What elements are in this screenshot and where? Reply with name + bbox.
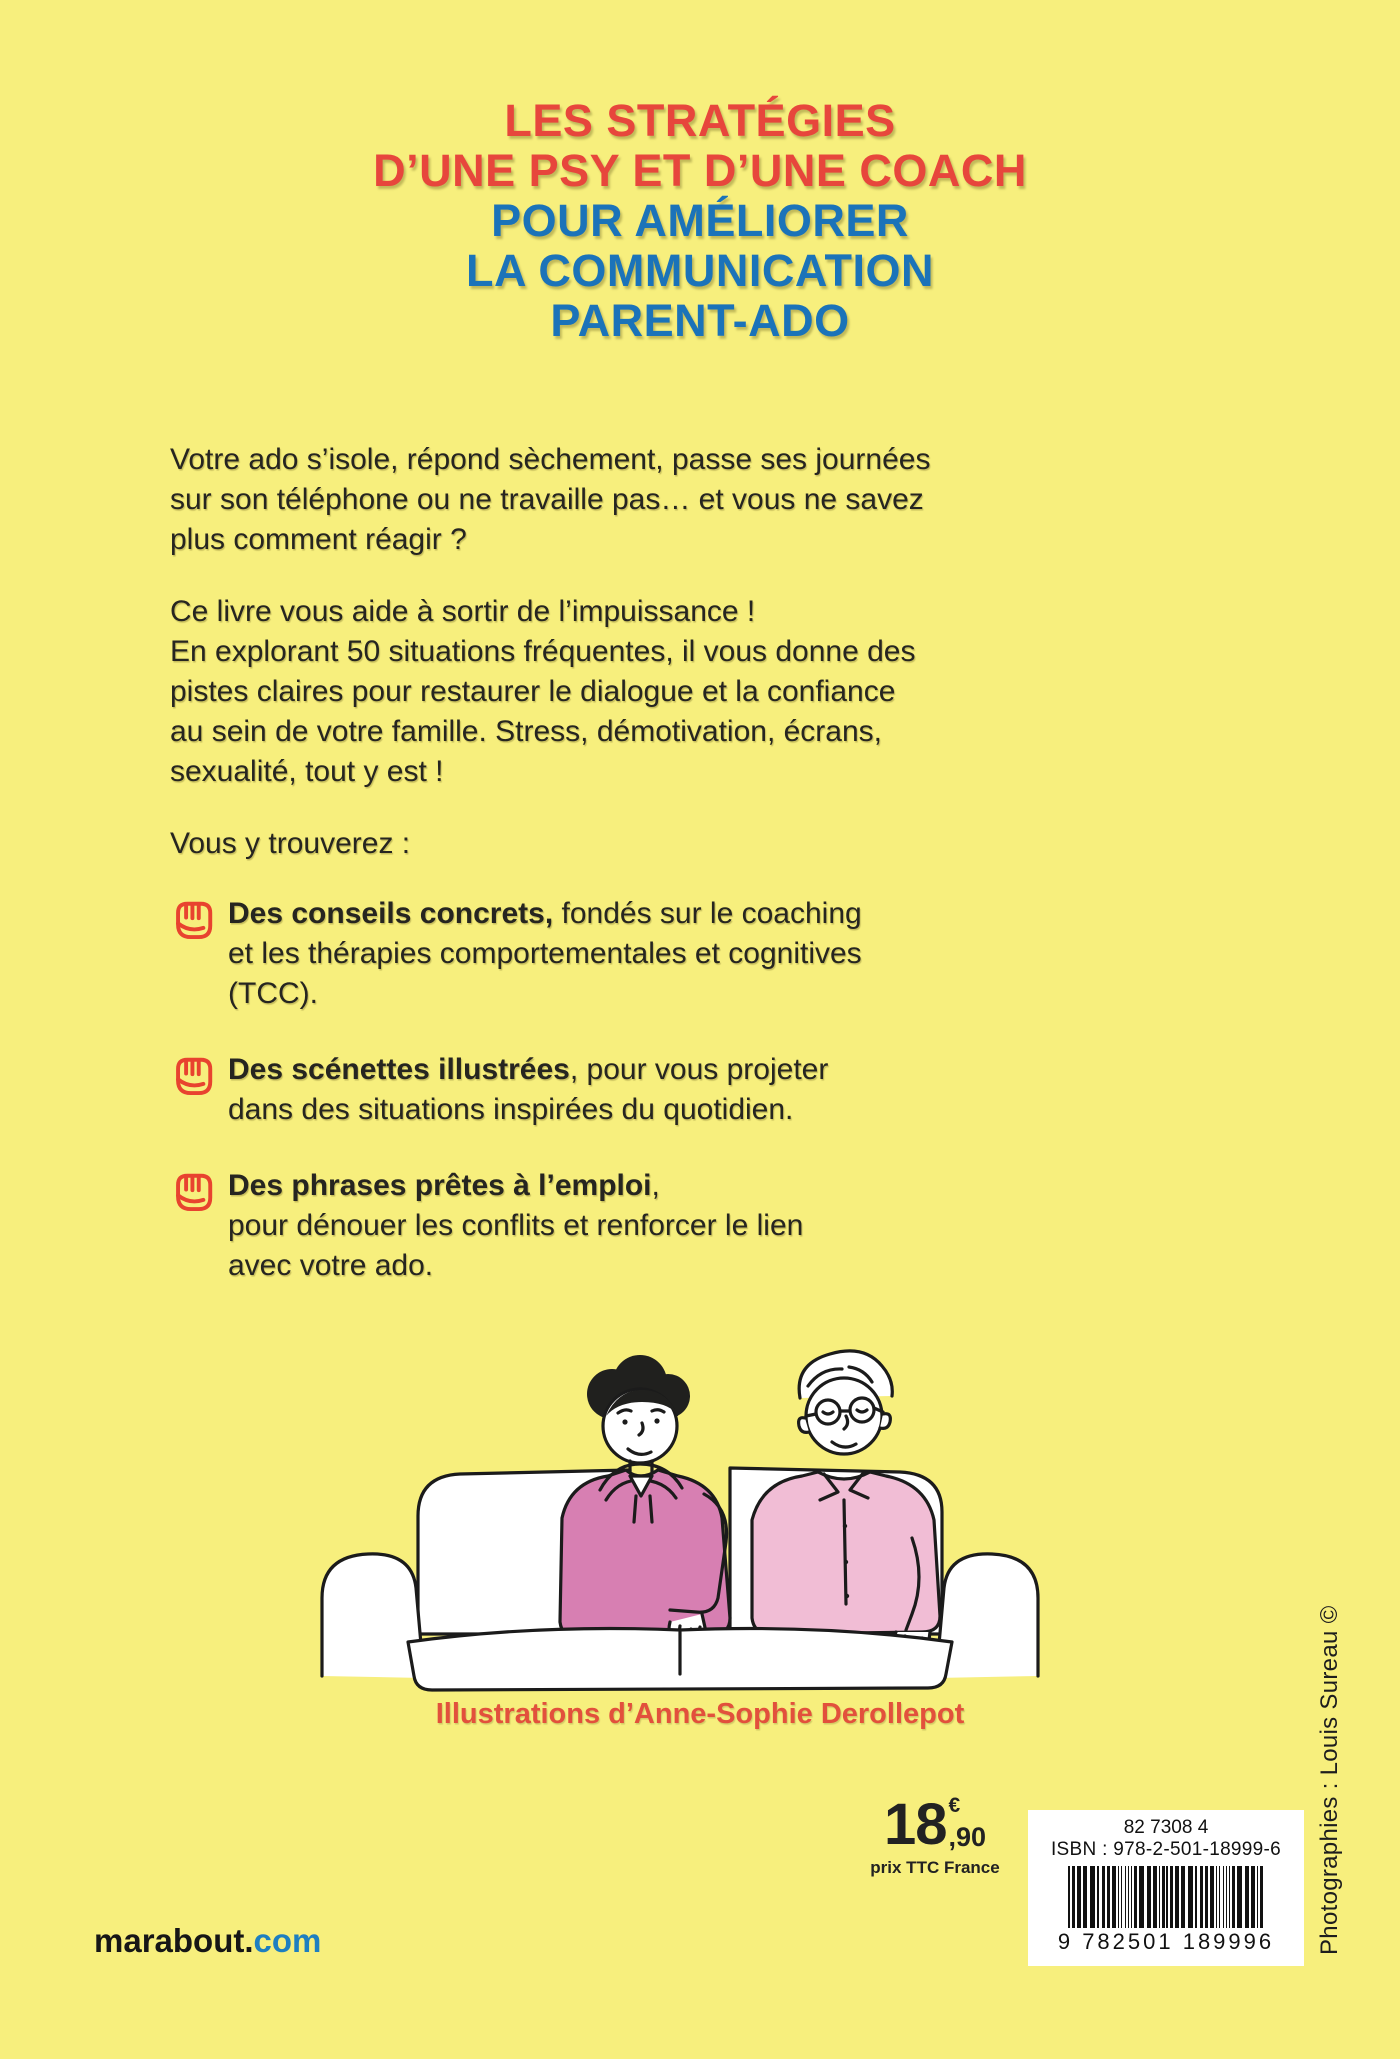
couch-illustration [300, 1300, 1060, 1700]
bullet-text: Des scénettes illustrées, pour vous projeter dans des situations inspirées du quotidien. [228, 1053, 829, 1126]
fist-icon [170, 1166, 216, 1286]
back-cover-copy [170, 440, 970, 1322]
site-black: marabout. [94, 1922, 254, 1959]
price-currency: € [948, 1794, 961, 1817]
list-intro: Vous y trouverez : [170, 827, 411, 860]
price-amount: 18 [883, 1792, 947, 1857]
price-note: prix TTC France [870, 1858, 1000, 1877]
site-blue: com [253, 1922, 322, 1959]
barcode-digits: 9 782501 189996 [1057, 1929, 1275, 1954]
isbn-text: ISBN : 978-2-501-18999-6 [1050, 1839, 1282, 1860]
publisher-website-link[interactable] [94, 1922, 321, 1960]
bullet-scenettes [170, 1050, 970, 1130]
headline [0, 96, 1400, 346]
headline-line-5: PARENT-ADO [550, 295, 850, 346]
headline-line-2: D’UNE PSY ET D’UNE COACH [373, 145, 1027, 196]
bullet-text: Des conseils concrets, fondés sur le coaching et les thérapies comportementales et cognitives (TCC). [228, 897, 862, 1010]
illustrator-credit: Illustrations d’Anne-Sophie Derollepot [435, 1698, 965, 1730]
headline-line-3: POUR AMÉLIORER [491, 195, 909, 246]
barcode-block [1028, 1810, 1304, 1966]
barcode-bars [1042, 1866, 1290, 1928]
bullet-text: Des phrases prêtes à l’emploi, pour dénouer les conflits et renforcer le lien avec votre ado. [228, 1169, 804, 1282]
bullet-phrases [170, 1166, 970, 1286]
paragraph-pitch: Ce livre vous aide à sortir de l’impuissance ! En explorant 50 situations fréquentes, il vous donne des pistes claires pour restaurer le dialogue et la confiance au sein de votre famille. Stress, démotivation, écrans, sexualité, tout y est ! [170, 595, 916, 788]
price-block [850, 1792, 1020, 1878]
fist-icon [170, 1050, 216, 1130]
paragraph-hook: Votre ado s’isole, répond sèchement, passe ses journées sur son téléphone ou ne travaille pas… et vous ne savez plus comment réagir ? [170, 443, 931, 556]
headline-line-4: LA COMMUNICATION [466, 245, 934, 296]
photo-credit: Photographies : Louis Sureau © [1316, 1605, 1343, 1955]
price-cents: ,90 [948, 1822, 987, 1852]
fist-icon [170, 894, 216, 1014]
headline-line-1: LES STRATÉGIES [504, 95, 896, 146]
internal-code: 82 7308 4 [1123, 1817, 1209, 1838]
bullet-conseils [170, 894, 970, 1014]
